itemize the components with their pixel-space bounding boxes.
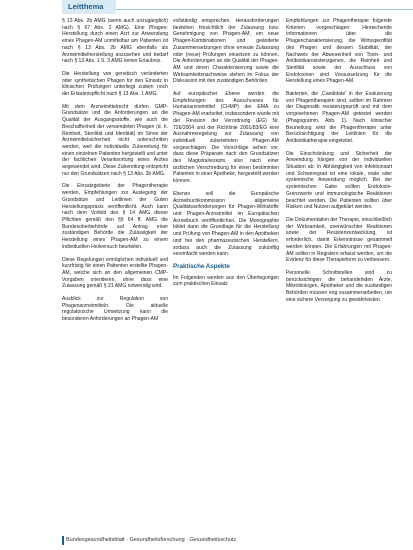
paragraph: Die Herstellung von genetisch veränderten oder synthetischen Phagen für den Einsatz in klinischen Prüfungen unterliegt zudem noch der Erlaubnispflicht nach § 13 Abs. 1 AMG. [62, 70, 168, 98]
paragraph: Die Einsatzgebiete der Phagentherapie werden, Empfehlungen zur Auslegung der Grundsätze und Leitlinien der Guten Herstellungspraxis veröffentlicht. Auch kann nach dem Vorbild des § 14 AMG dieser Pflichten gemäß den §§ 64 ff. AMG die Bundesoberbehörde auf Antrag einer zuständigen Behörde die Zulässigkeit der Herstellung eines Phagen-AM zu einem individuellen Heilversuch beurteilen. [62, 183, 168, 250]
section-heading: Praktische Aspekte [173, 262, 230, 270]
footer-accent-bar [62, 536, 64, 545]
header-rule [116, 9, 413, 10]
text-column-right [286, 18, 392, 528]
text-column-middle [173, 18, 279, 528]
paragraph: Im Folgenden werden aus den Überlegungen zum praktischen Einsatz [173, 274, 279, 288]
section-label-tab [62, 0, 116, 14]
section-label: Leitthema [68, 2, 104, 11]
paragraph: Diese Regelungen ermöglichen individuell und kurzfristig für einen Patienten erstellte Phagen-AM, welche sich an den allgemeinen CMP-Vorgaben orientieren, ohne dass eine Zulassung gemäß § 21 AMG notwendig wird. [62, 256, 168, 290]
paragraph: Bakterien, die ,Candidate' in der Evaluierung von Phagentherapien sind, sollten im Rahmen der Diagnostik resistenzgeprüft und mit dem vorgesehenen Phagen-AM getestet werden (Phagogramm, Abb. 1). Nach klinischer Beurteilung wird die Phagentherapie unter Berücksichtigung der Leitlinien für die Antibiotikatherapie eingeleitet. [286, 91, 392, 144]
paragraph: § 13 Abs. 2b AMG (wenn auch unzugänglich) nach § 67 Abs. 2 AMG). Eine Phagen-Herstellung durch einen Arzt zur Anwendung eines Phagen-AM unmittelbar am Patienten ist nach § 13 Abs. 2b AMG ebenfalls als Arzneimittelherstellung anzusehen und bedarf nach § 13 Abs. 1 S. 3 AMG keiner Erlaubnis. [62, 18, 168, 65]
paragraph: Die Dokumentation der Therapie, einschließlich der Wirksamkeit, unerwünschter Reaktionen sowie der Resistenzentwicklung, ist erforderlich, damit Erkenntnisse gesammelt werden können. Die Erfahrungen mit Phagen-AM sollten in Registern erfasst werden, um die Evidenz für diese Therapieform zu verbessern. [286, 216, 392, 264]
paragraph: Die Einschränkung und Sicherheit der Anwendung hängen von der individuellen Situation ab: In Abhängigkeit von Infektionsart und Schweregrad ist eine lokale, orale oder systemische Anwendung möglich. Bei der systemischen Gabe sollten Endotoxin-Grenzwerte und immunologische Reaktionen beachtet werden. Die Patienten sollten über Risiken und Nutzen aufgeklärt werden. [286, 150, 392, 211]
paragraph: Auf europäischer Ebene werden die Empfehlungen des Ausschusses für Humanarzneimittel (CHMP) der EMA zu Phagen-AM erarbeitet, insbesondere wurde mit der Revision der Verordnung (EG) Nr. 726/2004 und der Richtlinie 2001/83/EG eine Ausnahmeregelung zur Zulassung von individuell zubereiteten Phagen-AM vorgeschlagen. Die Vorschläge sehen vor, dass diese Präparate nach den Grundsätzen des Magistralrezepts, also nach einer ärztlichen Verschreibung für einen bestimmten Patienten in einer Apotheke, hergestellt werden können. [173, 91, 279, 185]
paragraph: vollständig entsprechen. Herausforderungen bestehen hinsichtlich der Zulassung bzw. Genehmigung von Phagen-AM, um neue Phagen-Kombinationen und geänderte Zusammensetzungen ohne erneute Zulassung oder (neue) Prüfungen einsetzen zu können. Die Anforderungen an die Qualität der Phagen-AM und deren Charakterisierung sowie die Wirksamkeitsnachweise stehen im Fokus der Diskussion mit den zuständigen Behörden. [173, 18, 279, 85]
page-header [0, 0, 413, 14]
page-footer [62, 536, 362, 546]
paragraph: Ebenso soll die Europäische Arzneibuchkommission allgemeine Qualitätsanforderungen für Phagen-Wirkstoffe und Phagen-Arzneimittel im Europäischen Arzneibuch veröffentlichen. Die Monographie bildet dann die Grundlage für die Herstellung und Prüfung von Phagen-AM in den Apotheken und bei den pharmazeutischen Herstellern, sodass auch die Zulassung zukünftig vereinfacht werden kann. [173, 190, 279, 258]
paragraph: Empfehlungen zur Phagentherapie folgende Kriterien vorgeschlagen: Hinreichende Informationen über die Phagencharakterisierung, die Wirtsspezifität des Phagen und dessen Stabilität, der Nachweis der Abwesenheit von Toxin- und Antibiotikaresistenzgenen, die Reinheit und Sterilität sowie der Ausschluss von Endotoxinen sind Voraussetzung für die Herstellung eines Phagen-AM. [286, 18, 392, 85]
text-column-left [62, 18, 168, 528]
journal-name: Bundesgesundheitsblatt · Gesundheitsforschung · Gesundheitsschutz [66, 537, 237, 543]
paragraph: Ausblick zur Regulation von Phagenarzneimitteln. Die aktuelle regulatorische Umsetzung kann die besonderen Anforderungen an Phagen-AM [62, 296, 168, 323]
paragraph: Mit dem Arzneimittelrecht dürfen GMP-Grundsätze und die Anforderungen an die Qualität der Ausgangsstoffe, wie auch die Beschaffenheit der verwendeten Phagen (d. h. Reinheit, Sterilität und Identität) im Sinne der Arzneimittelsicherheit nicht unterschritten werden, weil die individuelle Zubereitung für einen einzelnen Patienten hergestellt und unter der fachlichen Verantwortung eines Arztes angewendet wird. Diese Zubereitung entspricht nur den Grundsätzen nach § 13 Abs. 2b AMG. [62, 103, 168, 177]
paragraph: Personelle Schnittstellen sind zu berücksichtigen: die behandelnden Ärzte, Mikrobiologen, Apotheker und die zuständigen Behörden müssen eng zusammenarbeiten, um eine sichere Versorgung zu gewährleisten. [286, 269, 392, 303]
